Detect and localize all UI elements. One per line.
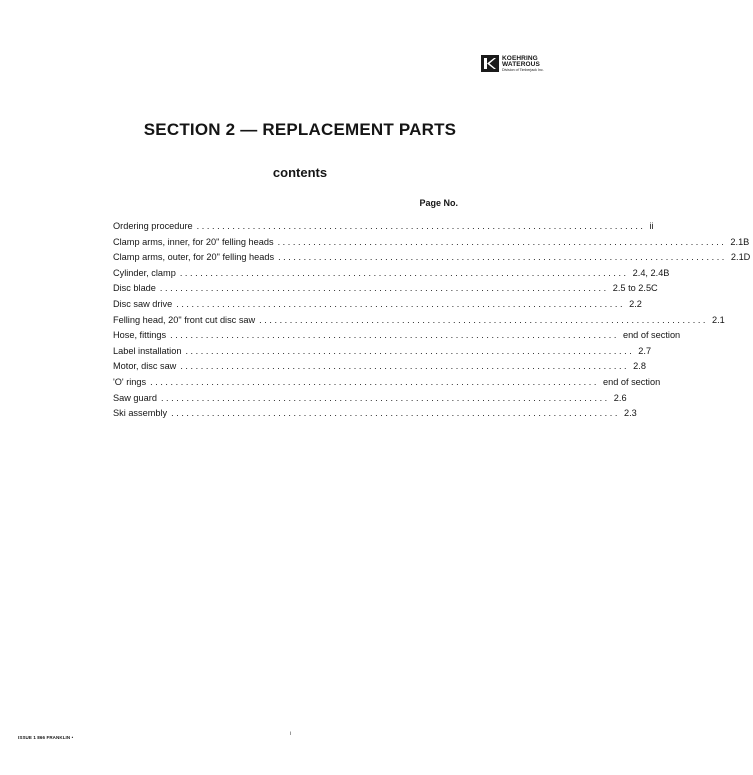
section-title: SECTION 2 — REPLACEMENT PARTS <box>143 120 457 139</box>
dot-leader: ........................................................................................ <box>278 252 727 263</box>
page-number-mark: i <box>290 731 292 737</box>
toc-entry <box>113 267 670 284</box>
logo-subtitle: Division of Timberjack Inc. <box>502 68 544 72</box>
dot-leader: ........................................................................................ <box>176 298 626 309</box>
dot-leader: ........................................................................................ <box>150 376 599 387</box>
toc-entry-page: 2.4, 2.4B <box>632 267 670 278</box>
toc-entry-title: Ordering procedure <box>113 221 193 231</box>
toc-entry <box>113 345 652 362</box>
table-of-contents <box>113 221 751 424</box>
toc-entry-title: Motor, disc saw <box>113 361 177 372</box>
toc-entry <box>113 236 750 253</box>
toc-entry-page: 2.3 <box>623 408 637 419</box>
dot-leader: ........................................................................................ <box>170 330 619 341</box>
toc-entry-page: 2.8 <box>633 361 646 372</box>
toc-entry-page: end of section <box>622 330 681 341</box>
toc-entry-page: 2.1B <box>730 236 750 247</box>
toc-entry-page: 2.7 <box>638 345 652 356</box>
dot-leader: ........................................................................................ <box>259 314 709 325</box>
issue-footer: ISSUE 1 866 FRANKLIN • <box>18 735 74 740</box>
toc-entry-title: Disc blade <box>113 283 156 294</box>
toc-entry-title: Hose, fittings <box>113 330 167 341</box>
dot-leader: ........................................................................................ <box>171 408 620 419</box>
dot-leader: ........................................................................................ <box>159 283 609 294</box>
toc-entry-title: Disc saw drive <box>113 298 173 309</box>
logo-text-waterous: WATEROUS <box>502 61 540 68</box>
dot-leader: ........................................................................................ <box>277 236 727 247</box>
toc-entry-title: 'O' rings <box>113 376 147 387</box>
toc-entry-title: Clamp arms, outer, for 20" felling heads <box>113 252 275 263</box>
toc-entry-title: Label installation <box>113 345 182 356</box>
toc-entry-title: Ski assembly <box>113 408 168 419</box>
page-number-column-header: Page No. <box>419 198 458 208</box>
contents-heading: contents <box>272 165 328 180</box>
dot-leader: ........................................................................................ <box>180 361 630 372</box>
toc-entry-page: 2.1 <box>712 314 725 325</box>
toc-entry-title: Cylinder, clamp <box>113 267 176 278</box>
dot-leader: ........................................................................................ <box>196 221 646 231</box>
toc-entry <box>113 330 681 346</box>
toc-entry <box>113 392 627 409</box>
toc-entry <box>113 252 751 268</box>
toc-entry-page: 2.1D <box>730 252 751 263</box>
toc-entry-page: 2.2 <box>629 298 642 309</box>
toc-entry-page: 2.6 <box>613 392 627 403</box>
toc-entry <box>113 221 654 237</box>
toc-entry <box>113 298 642 315</box>
toc-entry <box>113 376 661 393</box>
toc-entry-title: Clamp arms, inner, for 20" felling heads <box>113 236 274 247</box>
company-logo <box>481 53 571 75</box>
toc-entry <box>113 314 725 331</box>
toc-entry <box>113 408 637 424</box>
dot-leader: ........................................................................................ <box>179 267 629 278</box>
logo-text-koehring: KOEHRING <box>502 55 538 62</box>
toc-entry-page: end of section <box>602 376 661 387</box>
toc-entry-title: Felling head, 20" front cut disc saw <box>113 314 256 325</box>
toc-entry-page: ii <box>649 221 654 231</box>
dot-leader: ........................................................................................ <box>185 345 635 356</box>
dot-leader: ........................................................................................ <box>160 392 610 403</box>
koehring-k-icon <box>481 55 499 72</box>
toc-entry-title: Saw guard <box>113 392 157 403</box>
toc-entry <box>113 283 658 299</box>
toc-entry-page: 2.5 to 2.5C <box>612 283 658 294</box>
toc-entry <box>113 361 646 377</box>
